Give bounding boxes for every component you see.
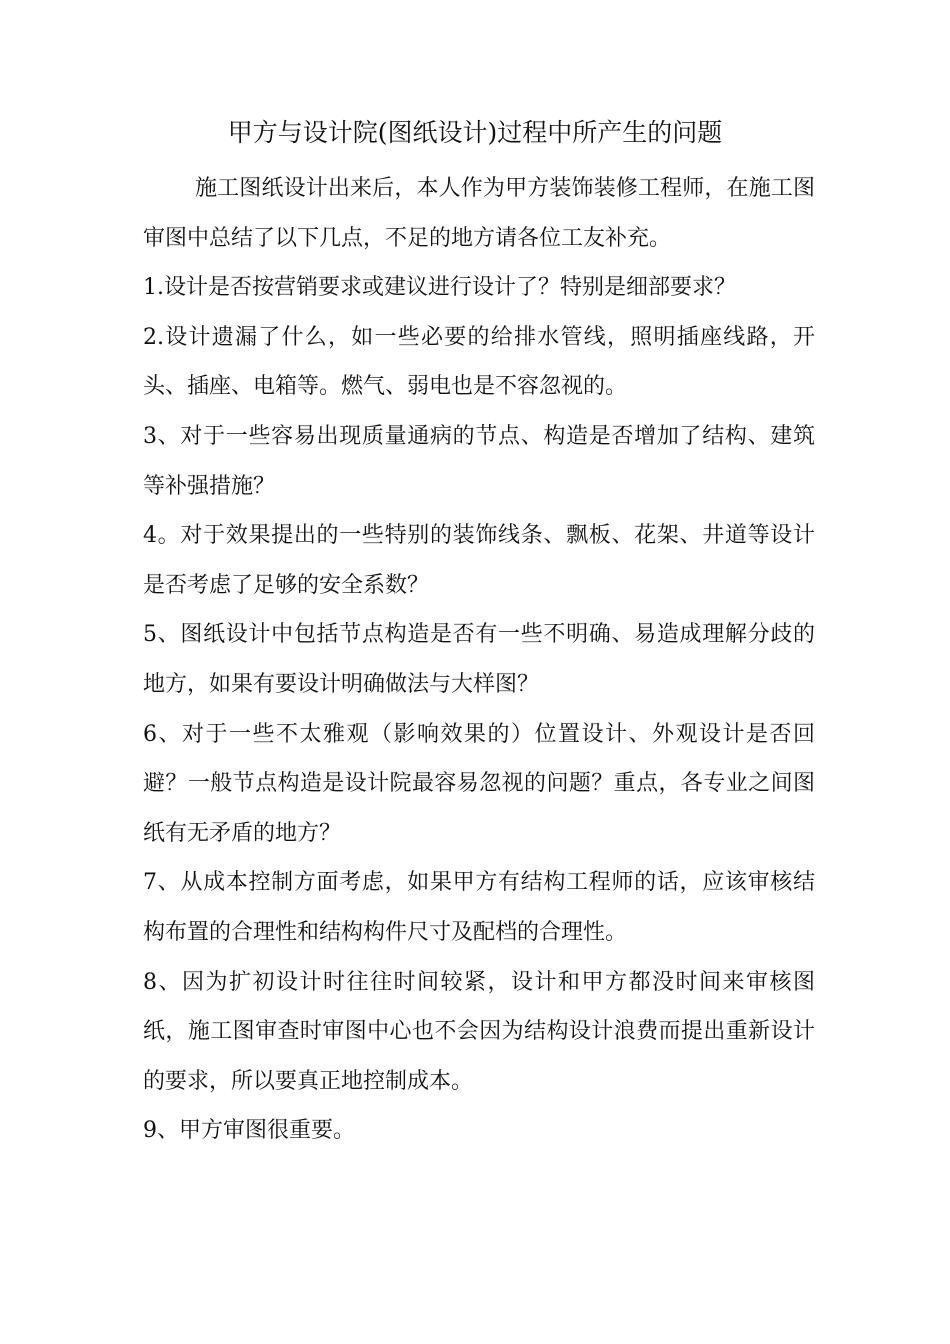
paragraph-item-4: 4。对于效果提出的一些特别的装饰线条、飘板、花架、井道等设计是否考虑了足够的安全系数？	[143, 523, 815, 598]
paragraph-item-2: 2.设计遗漏了什么，如一些必要的给排水管线，照明插座线路，开头、插座、电箱等。燃气、弱电也是不容忽视的。	[143, 324, 815, 400]
paragraph-item-3: 3、对于一些容易出现质量通病的节点、构造是否增加了结构、建筑等补强措施？	[143, 423, 815, 499]
document-body	[143, 164, 815, 1156]
paragraph-intro: 施工图纸设计出来后，本人作为甲方装饰装修工程师，在施工图审图中总结了以下几点，不足的地方请各位工友补充。	[143, 176, 815, 251]
paragraph-item-7: 7、从成本控制方面考虑，如果甲方有结构工程师的话，应该审核结构布置的合理性和结构构件尺寸及配档的合理性。	[143, 870, 815, 945]
paragraph-item-8: 8、因为扩初设计时往往时间较紧，设计和甲方都没时间来审核图纸，施工图审查时审图中心也不会因为结构设计浪费而提出重新设计的要求，所以要真正地控制成本。	[143, 969, 815, 1094]
paragraph-item-5: 5、图纸设计中包括节点构造是否有一些不明确、易造成理解分歧的地方，如果有要设计明确做法与大样图？	[143, 622, 815, 697]
paragraph-item-1: 1.设计是否按营销要求或建议进行设计了？特别是细部要求？	[143, 275, 736, 301]
paragraph-item-9: 9、甲方审图很重要。	[143, 1118, 355, 1144]
paragraph-item-6: 6、对于一些不太雅观（影响效果的）位置设计、外观设计是否回避？一般节点构造是设计院最容易忽视的问题？重点，各专业之间图纸有无矛盾的地方？	[143, 721, 815, 846]
document-title: 甲方与设计院(图纸设计)过程中所产生的问题	[227, 118, 723, 147]
